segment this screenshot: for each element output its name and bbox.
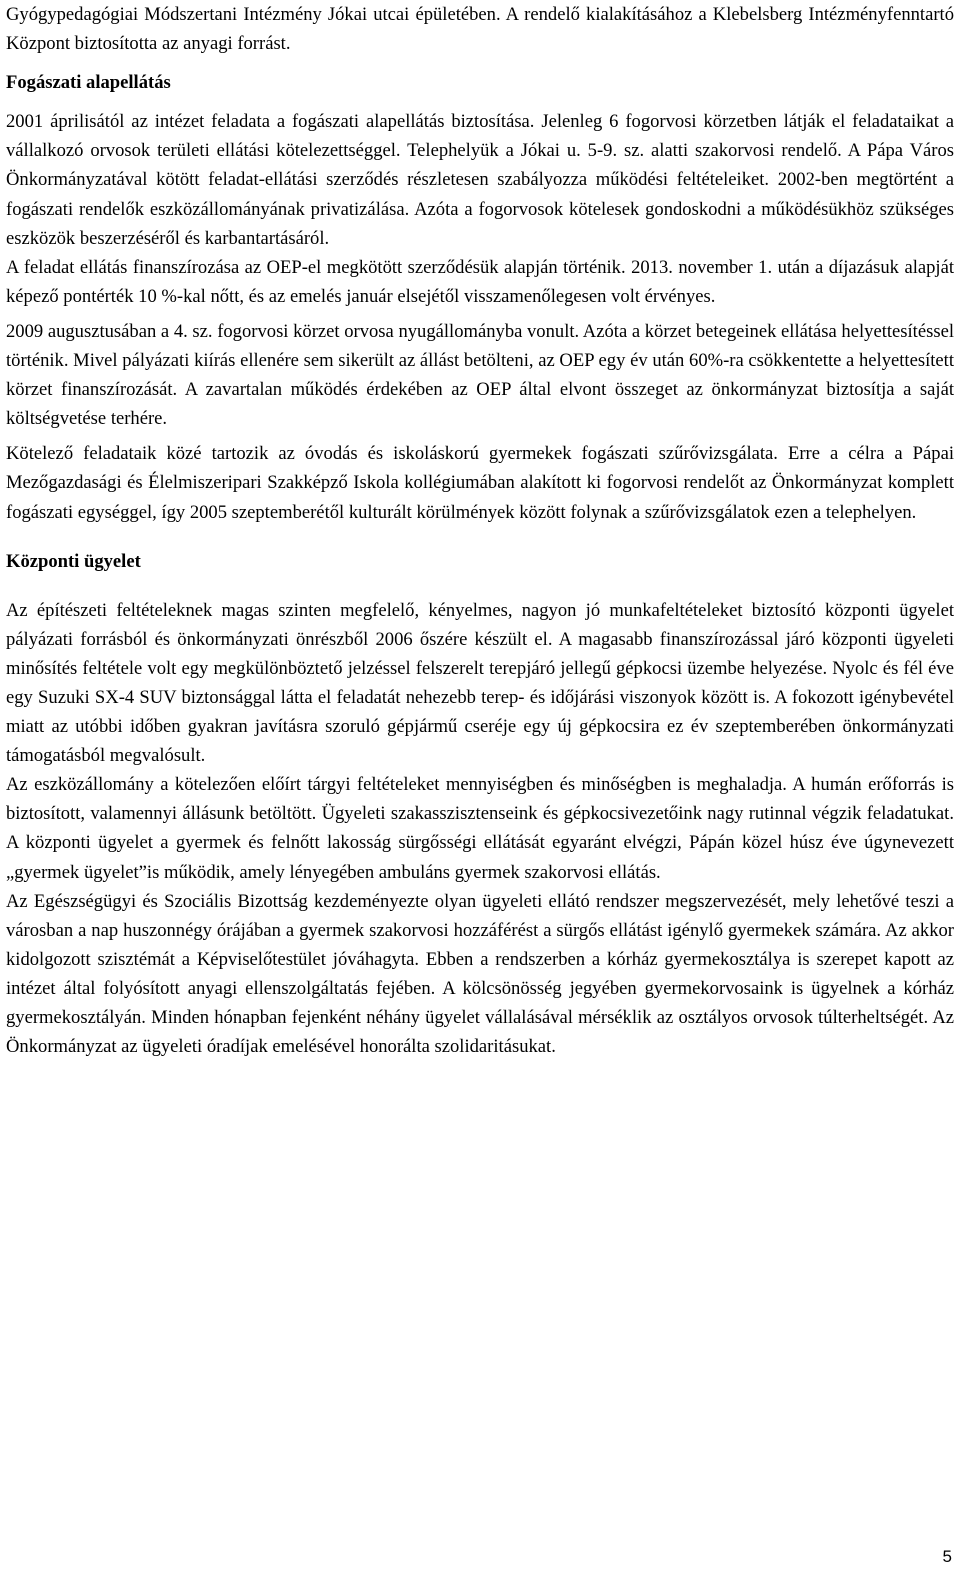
page-number: 5 bbox=[942, 1547, 952, 1566]
heading-fogaszati-alapellatas: Fogászati alapellátás bbox=[6, 72, 171, 94]
paragraph-intro: Gyógypedagógiai Módszertani Intézmény Jókai utcai épületében. A rendelő kialakításához a Klebelsberg Intézményfenntartó Központ biztosította az anyagi forrást. bbox=[6, 4, 954, 55]
paragraph-fogaszati-3: 2009 augusztusában a 4. sz. fogorvosi körzet orvosa nyugállományba vonult. Azóta a körzet betegeinek ellátása helyettesítéssel történik. Mivel pályázati kiírás ellenére sem sikerült az állást betölteni, az OEP egy év után 60%-ra csökkentette a helyettesített körzet finanszírozását. A zavartalan működés érdekében az OEP által elvont összeget az önkormányzat biztosítja a saját költségvetése terhére. bbox=[6, 320, 954, 430]
document-page bbox=[6, 0, 954, 1061]
paragraph-fogaszati-2: A feladat ellátás finanszírozása az OEP-el megkötött szerződésük alapján történik. 2013. november 1. után a díjazásuk alapját képező pontérték 10 %-kal nőtt, és az emelés január elsejétől visszamenőlegesen volt érvényes. bbox=[6, 256, 954, 307]
paragraph-kozponti-1: Az építészeti feltételeknek magas szinten megfelelő, kényelmes, nagyon jó munkafeltételeket biztosító központi ügyelet pályázati forrásból és önkormányzati önrészből 2006 őszére készült el. A magasabb finanszírozással járó központi ügyeleti minősítés feltétele volt egy megkülönböztető jelzéssel felszerelt terepjáró jellegű gépkocsi üzembe helyezése. Nyolc és fél éve egy Suzuki SX-4 SUV biztonsággal látta el feladatát nehezebb terep- és időjárási viszonyok között is. A fokozott igénybevétel miatt az utóbbi időben gyakran javításra szoruló gépjármű cseréje egy új gépkocsira ez év szeptemberében önkormányzati támogatásból megvalósult. bbox=[6, 599, 954, 767]
paragraph-fogaszati-4: Kötelező feladataik közé tartozik az óvodás és iskoláskorú gyermekek fogászati szűrővizsgálata. Erre a célra a Pápai Mezőgazdasági és Élelmiszeripari Szakképző Iskola kollégiumában alakított ki fogorvosi rendelőt az Önkormányzat komplett fogászati egységgel, így 2005 szeptemberétől kulturált körülmények között folynak a szűrővizsgálatok ezen a telephelyen. bbox=[6, 443, 954, 523]
paragraph-kozponti-2: Az eszközállomány a kötelezően előírt tárgyi feltételeket mennyiségben és minőségben is meghaladja. A humán erőforrás is biztosított, valamennyi állásunk betöltött. Ügyeleti szakasszisztenseink és gépkocsivezetőink nagy rutinnal végzik feladatukat. A központi ügyelet a gyermek és felnőtt lakosság sürgősségi ellátását egyaránt elvégzi, Pápán közel húsz éve úgynevezett „gyermek ügyelet”is működik, amely lényegében ambuláns gyermek szakorvosi ellátás. bbox=[6, 774, 954, 883]
paragraph-fogaszati-1: 2001 áprilisától az intézet feladata a fogászati alapellátás biztosítása. Jelenleg 6 fogorvosi körzetben látják el feladataikat a vállalkozó orvosok területi ellátási kötelezettséggel. Telephelyük a Jókai u. 5-9. sz. alatti szakorvosi rendelő. A Pápa Város Önkormányzatával kötött feladat-ellátási szerződés részletesen szabályozza működési feltételeiket. 2002-ben megtörtént a fogászati rendelők eszközállományának privatizálása. Azóta a fogorvosok kötelesek gondoskodni a működésükhöz szükséges eszközök beszerzéséről és karbantartásáról. bbox=[6, 111, 954, 249]
heading-kozponti-ugyelet: Központi ügyelet bbox=[6, 550, 141, 572]
paragraph-kozponti-3: Az Egészségügyi és Szociális Bizottság kezdeményezte olyan ügyeleti ellátó rendszer megszervezését, mely lehetővé teszi a városban a nap huszonnégy órájában a gyermek szakorvosi hozzáférést a sürgős ellátást igénylő gyermekek számára. Az akkor kidolgozott szisztémát a Képviselőtestület jóváhagyta. Ebben a rendszerben a kórház gyermekosztálya is szerepet kapott az intézet által folyósított anyagi ellenszolgáltatás fejében. A kölcsönösség jegyében gyermekorvosaink is ügyelnek a kórház gyermekosztályán. Minden hónapban fejenként néhány ügyelet vállalásával mérséklik az osztályos orvosok túlterheltségét. Az Önkormányzat az ügyeleti óradíjak emelésével honorálta szolidaritásukat. bbox=[6, 890, 954, 1058]
